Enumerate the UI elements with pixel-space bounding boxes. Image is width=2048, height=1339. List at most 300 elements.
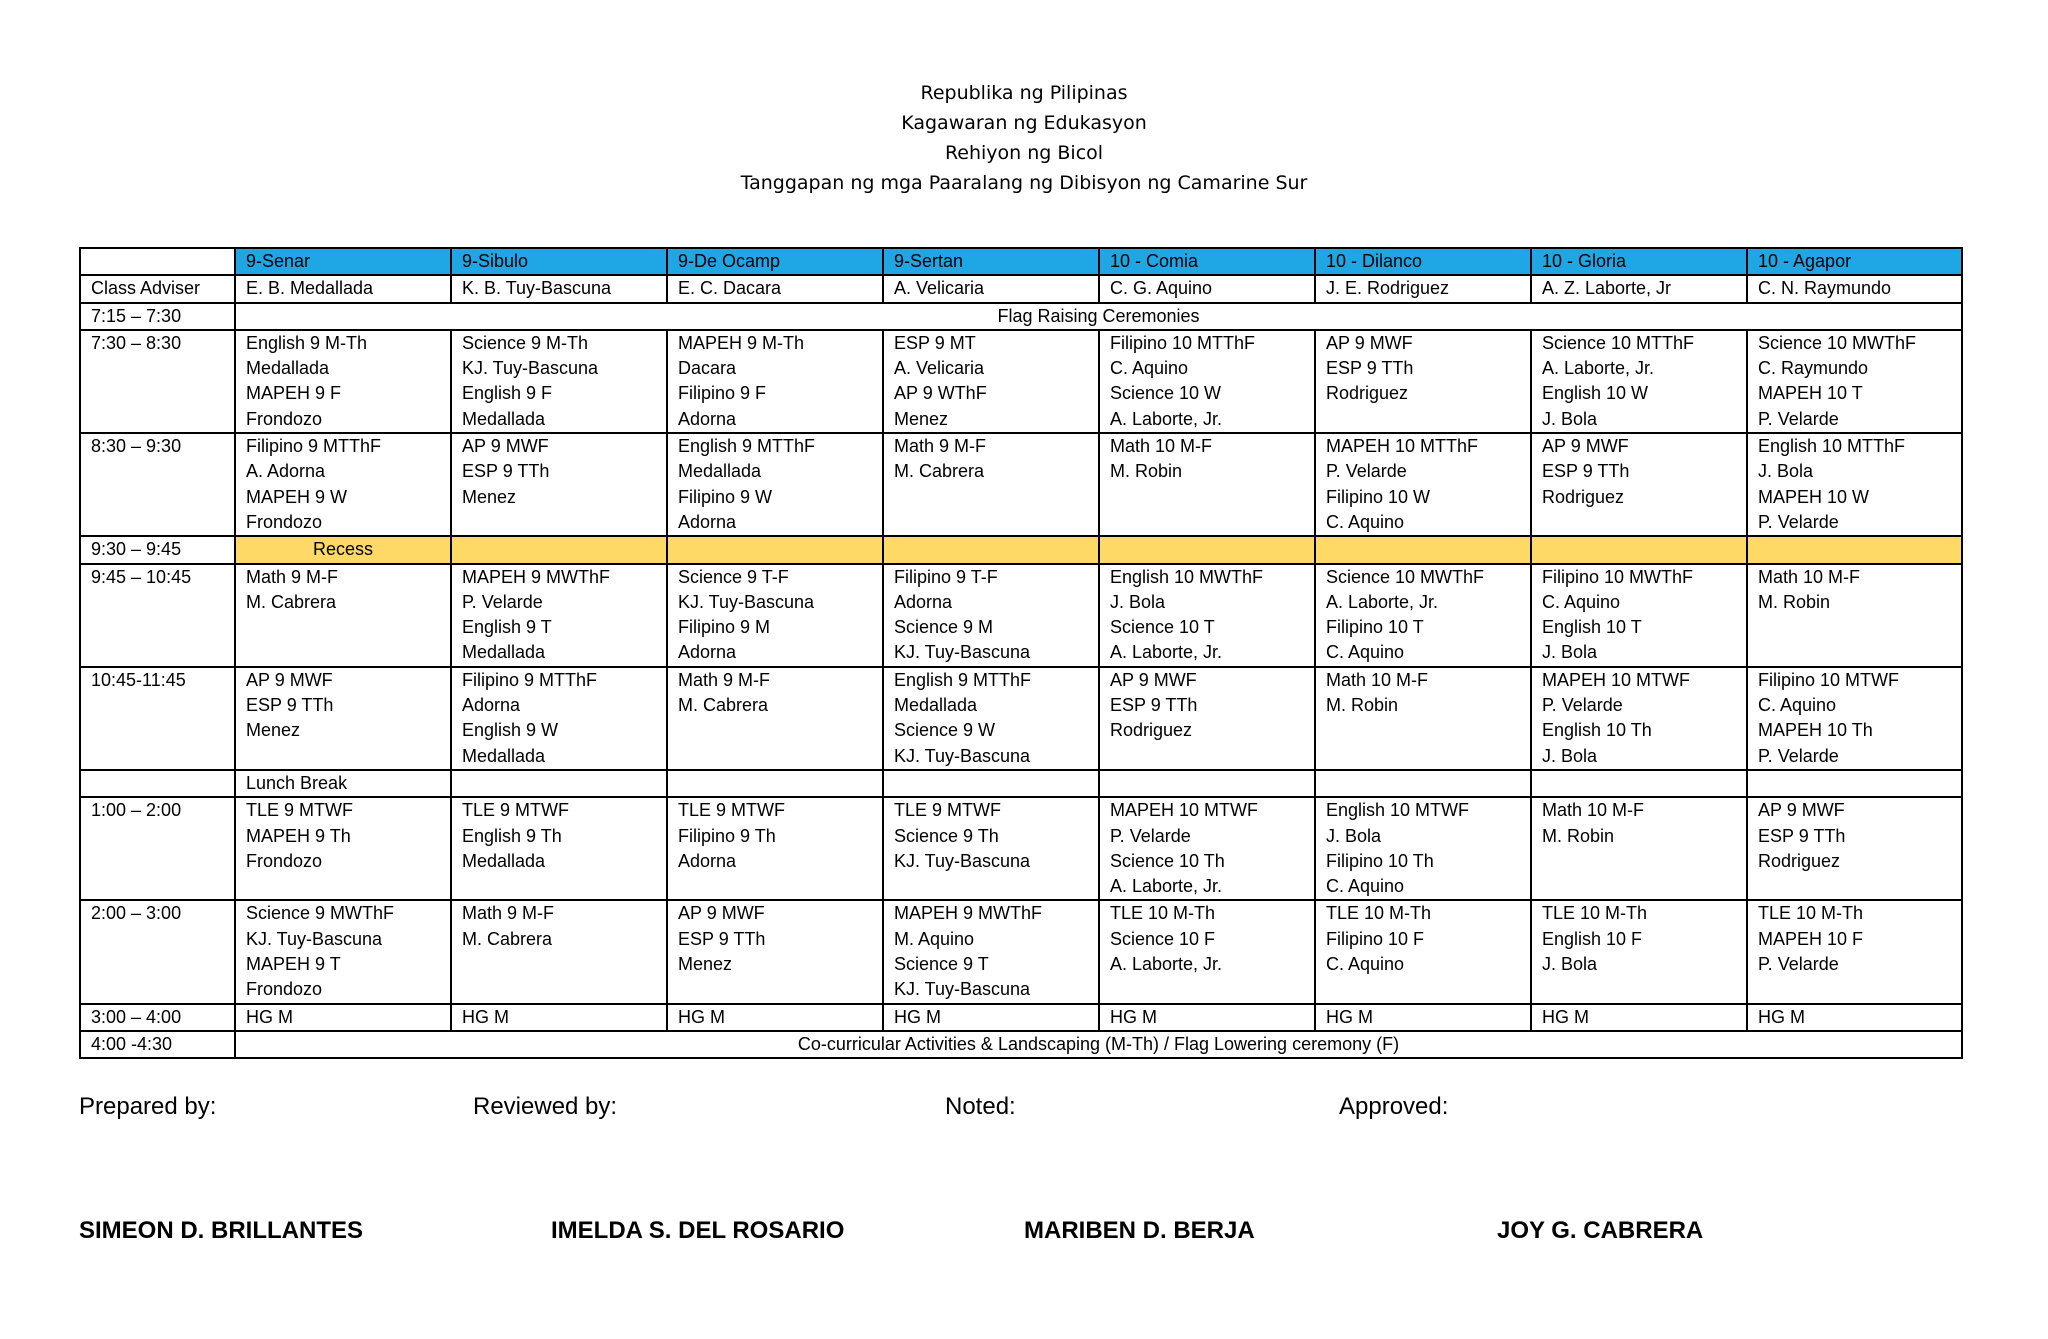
schedule-entry: M. Robin bbox=[1326, 695, 1399, 716]
section-header: 9-Senar bbox=[235, 248, 451, 275]
schedule-entry: KJ. Tuy-Bascuna bbox=[894, 979, 1031, 1000]
schedule-entry: C. Aquino bbox=[1326, 642, 1405, 663]
schedule-entry: C. Aquino bbox=[1326, 511, 1405, 532]
schedule-entry: English 9 M-Th bbox=[246, 332, 368, 353]
schedule-entry: C. Raymundo bbox=[1758, 358, 1869, 379]
schedule-entry: Menez bbox=[678, 954, 733, 975]
schedule-cell bbox=[883, 667, 1099, 770]
schedule-entry: Math 9 M-F bbox=[246, 566, 339, 587]
schedule-entry bbox=[678, 977, 882, 1002]
flag-raising-text: Flag Raising Ceremonies bbox=[235, 303, 1962, 330]
schedule-entry: English 9 MTThF bbox=[678, 436, 816, 457]
schedule-entry: MAPEH 9 MWThF bbox=[462, 566, 611, 587]
schedule-cell bbox=[667, 797, 883, 900]
schedule-entry: Math 9 M-F bbox=[678, 669, 771, 690]
schedule-entry: Frondozo bbox=[246, 511, 323, 532]
schedule-entry: KJ. Tuy-Bascuna bbox=[894, 642, 1031, 663]
schedule-entry: A. Laborte, Jr. bbox=[1326, 591, 1439, 612]
schedule-cell bbox=[667, 564, 883, 667]
adviser-name: A. Z. Laborte, Jr bbox=[1531, 275, 1747, 302]
document-header bbox=[0, 78, 2048, 198]
adviser-name: J. E. Rodriguez bbox=[1315, 275, 1531, 302]
schedule-entry: MAPEH 10 MTWF bbox=[1542, 669, 1691, 690]
schedule-entry: Math 10 M-F bbox=[1758, 566, 1861, 587]
schedule-cell bbox=[451, 433, 667, 536]
schedule-entry: English 10 F bbox=[1542, 928, 1643, 949]
schedule-entry: MAPEH 10 T bbox=[1758, 383, 1863, 404]
lunch-cell bbox=[1099, 770, 1315, 797]
schedule-entry: Medallada bbox=[678, 461, 762, 482]
schedule-entry: Dacara bbox=[678, 358, 737, 379]
schedule-entry: MAPEH 9 MWThF bbox=[894, 903, 1043, 924]
approved-name: JOY G. CABRERA bbox=[1497, 1217, 1704, 1244]
schedule-cell bbox=[235, 564, 451, 667]
homeroom-guidance-cell: HG M bbox=[235, 1004, 451, 1031]
schedule-entry: Filipino 10 Th bbox=[1326, 850, 1434, 871]
lunch-row bbox=[80, 770, 1962, 797]
schedule-entry: AP 9 MWF bbox=[1110, 669, 1197, 690]
schedule-entry bbox=[1110, 977, 1314, 1002]
schedule-entry: Science 10 MWThF bbox=[1758, 332, 1917, 353]
schedule-cell bbox=[667, 330, 883, 433]
schedule-entry: Filipino 10 MTThF bbox=[1110, 332, 1256, 353]
schedule-entry bbox=[1542, 510, 1746, 535]
lunch-cell bbox=[883, 770, 1099, 797]
class-adviser-row bbox=[80, 275, 1962, 302]
schedule-entry: Medallada bbox=[462, 642, 546, 663]
schedule-entry: MAPEH 10 MTWF bbox=[1110, 800, 1259, 821]
time-slot: 9:30 – 9:45 bbox=[80, 536, 235, 563]
homeroom-guidance-cell: HG M bbox=[1747, 1004, 1962, 1031]
schedule-entry bbox=[678, 718, 882, 743]
section-header: 9-De Ocamp bbox=[667, 248, 883, 275]
schedule-entry: M. Aquino bbox=[894, 928, 975, 949]
time-slot-row bbox=[80, 900, 1962, 1003]
schedule-cell bbox=[1099, 433, 1315, 536]
schedule-entry: Filipino 10 F bbox=[1326, 928, 1425, 949]
schedule-entry: KJ. Tuy-Bascuna bbox=[246, 928, 383, 949]
schedule-entry: AP 9 MWF bbox=[462, 436, 549, 457]
schedule-entry: A. Laborte, Jr. bbox=[1542, 358, 1655, 379]
schedule-entry: English 10 MWThF bbox=[1110, 566, 1264, 587]
schedule-entry: C. Aquino bbox=[1326, 954, 1405, 975]
schedule-cell bbox=[235, 797, 451, 900]
schedule-entry: P. Velarde bbox=[1758, 954, 1839, 975]
header-department: Kagawaran ng Edukasyon bbox=[901, 112, 1147, 134]
homeroom-guidance-cell: HG M bbox=[667, 1004, 883, 1031]
schedule-cell bbox=[1531, 564, 1747, 667]
schedule-cell bbox=[1747, 797, 1962, 900]
schedule-entry: AP 9 WThF bbox=[894, 383, 987, 404]
schedule-cell bbox=[451, 900, 667, 1003]
schedule-entry: Math 10 M-F bbox=[1326, 669, 1429, 690]
recess-cell bbox=[1747, 536, 1962, 563]
schedule-entry: Adorna bbox=[678, 511, 737, 532]
schedule-cell bbox=[1531, 433, 1747, 536]
lunch-cell bbox=[667, 770, 883, 797]
schedule-entry: Math 9 M-F bbox=[462, 903, 555, 924]
schedule-cell bbox=[235, 433, 451, 536]
homeroom-guidance-row bbox=[80, 1004, 1962, 1031]
schedule-entry: A. Laborte, Jr. bbox=[1110, 408, 1223, 429]
schedule-cell bbox=[1099, 564, 1315, 667]
schedule-entry: Filipino 10 MWThF bbox=[1542, 566, 1694, 587]
lunch-cell bbox=[1531, 770, 1747, 797]
schedule-entry: A. Velicaria bbox=[894, 358, 985, 379]
schedule-entry: MAPEH 10 F bbox=[1758, 928, 1864, 949]
schedule-entry: AP 9 MWF bbox=[246, 669, 333, 690]
schedule-cell bbox=[1315, 330, 1531, 433]
schedule-entry bbox=[1326, 744, 1530, 769]
schedule-cell bbox=[667, 667, 883, 770]
reviewed-by-name: IMELDA S. DEL ROSARIO bbox=[551, 1217, 845, 1244]
schedule-entry: Adorna bbox=[678, 850, 737, 871]
schedule-cell bbox=[1315, 433, 1531, 536]
time-slot-row bbox=[80, 667, 1962, 770]
schedule-entry: TLE 10 M-Th bbox=[1542, 903, 1648, 924]
schedule-entry: M. Robin bbox=[1542, 825, 1615, 846]
schedule-entry bbox=[894, 485, 1098, 510]
schedule-cell bbox=[1747, 330, 1962, 433]
schedule-entry: Math 10 M-F bbox=[1542, 800, 1645, 821]
schedule-entry: M. Cabrera bbox=[894, 461, 985, 482]
adviser-name: K. B. Tuy-Bascuna bbox=[451, 275, 667, 302]
schedule-entry: ESP 9 TTh bbox=[678, 928, 766, 949]
homeroom-guidance-cell: HG M bbox=[1315, 1004, 1531, 1031]
schedule-entry: M. Robin bbox=[1110, 461, 1183, 482]
section-header: 9-Sibulo bbox=[451, 248, 667, 275]
time-slot: 2:00 – 3:00 bbox=[80, 900, 235, 1003]
lunch-cell bbox=[451, 770, 667, 797]
schedule-entry bbox=[1758, 874, 1961, 899]
schedule-entry: Filipino 10 MTWF bbox=[1758, 669, 1900, 690]
schedule-entry: Filipino 9 M bbox=[678, 617, 771, 638]
time-slot-row bbox=[80, 433, 1962, 536]
schedule-entry: TLE 10 M-Th bbox=[1110, 903, 1216, 924]
schedule-entry bbox=[1326, 977, 1530, 1002]
schedule-entry: Science 10 F bbox=[1110, 928, 1216, 949]
header-country: Republika ng Pilipinas bbox=[920, 82, 1128, 104]
schedule-entry: Medallada bbox=[246, 358, 330, 379]
time-slot: 3:00 – 4:00 bbox=[80, 1004, 235, 1031]
cocurricular-text: Co-curricular Activities & Landscaping (M-Th) / Flag Lowering ceremony (F) bbox=[235, 1031, 1962, 1058]
schedule-entry: AP 9 MWF bbox=[1542, 436, 1629, 457]
schedule-entry: Menez bbox=[246, 720, 301, 741]
adviser-name: A. Velicaria bbox=[883, 275, 1099, 302]
schedule-entry bbox=[1542, 977, 1746, 1002]
schedule-cell bbox=[1315, 667, 1531, 770]
time-slot: 8:30 – 9:30 bbox=[80, 433, 235, 536]
schedule-cell bbox=[1315, 797, 1531, 900]
schedule-entry: ESP 9 TTh bbox=[1758, 825, 1846, 846]
schedule-entry bbox=[1110, 510, 1314, 535]
schedule-entry: Adorna bbox=[678, 408, 737, 429]
schedule-cell bbox=[1747, 564, 1962, 667]
schedule-entry: J. Bola bbox=[1758, 461, 1814, 482]
schedule-entry: MAPEH 9 Th bbox=[246, 825, 351, 846]
schedule-entry: C. Aquino bbox=[1110, 358, 1189, 379]
schedule-cell bbox=[1531, 330, 1747, 433]
schedule-entry: ESP 9 TTh bbox=[1542, 461, 1630, 482]
schedule-entry: A. Laborte, Jr. bbox=[1110, 642, 1223, 663]
schedule-entry: English 9 F bbox=[462, 383, 553, 404]
reviewed-by-label: Reviewed by: bbox=[473, 1093, 618, 1120]
schedule-cell bbox=[667, 900, 883, 1003]
time-slot: 10:45-11:45 bbox=[80, 667, 235, 770]
time-slot: 9:45 – 10:45 bbox=[80, 564, 235, 667]
schedule-entry: Filipino 10 T bbox=[1326, 617, 1424, 638]
schedule-cell bbox=[1099, 900, 1315, 1003]
schedule-entry: P. Velarde bbox=[1758, 511, 1839, 532]
schedule-entry: Menez bbox=[894, 408, 949, 429]
schedule-entry: Math 10 M-F bbox=[1110, 436, 1213, 457]
schedule-entry: Rodriguez bbox=[1542, 486, 1625, 507]
time-slot: 4:00 -4:30 bbox=[80, 1031, 235, 1058]
schedule-entry: Science 9 T bbox=[894, 954, 989, 975]
schedule-entry: MAPEH 10 W bbox=[1758, 486, 1870, 507]
schedule-entry: English 9 T bbox=[462, 617, 552, 638]
time-slot-row bbox=[80, 330, 1962, 433]
schedule-entry: C. Aquino bbox=[1326, 876, 1405, 897]
schedule-entry: Rodriguez bbox=[1110, 720, 1193, 741]
schedule-entry: Filipino 9 MTThF bbox=[462, 669, 598, 690]
lunch-cell bbox=[1315, 770, 1531, 797]
section-header: 10 - Comia bbox=[1099, 248, 1315, 275]
schedule-entry bbox=[1758, 977, 1961, 1002]
schedule-entry: Adorna bbox=[462, 695, 521, 716]
schedule-entry: MAPEH 9 M-Th bbox=[678, 332, 805, 353]
schedule-cell bbox=[1747, 900, 1962, 1003]
schedule-entry: Medallada bbox=[462, 745, 546, 766]
schedule-cell bbox=[1531, 667, 1747, 770]
schedule-entry bbox=[1758, 640, 1961, 665]
schedule-entry bbox=[462, 510, 666, 535]
schedule-entry: ESP 9 TTh bbox=[246, 695, 334, 716]
schedule-entry: Filipino 10 W bbox=[1326, 486, 1431, 507]
recess-cell bbox=[883, 536, 1099, 563]
schedule-cell bbox=[451, 564, 667, 667]
schedule-entry: P. Velarde bbox=[1326, 461, 1407, 482]
schedule-entry: J. Bola bbox=[1542, 954, 1598, 975]
schedule-cell bbox=[883, 797, 1099, 900]
section-header: 10 - Dilanco bbox=[1315, 248, 1531, 275]
approved-label: Approved: bbox=[1339, 1093, 1449, 1120]
schedule-entry bbox=[1110, 485, 1314, 510]
schedule-entry: MAPEH 9 T bbox=[246, 954, 341, 975]
schedule-cell bbox=[235, 900, 451, 1003]
schedule-entry: J. Bola bbox=[1542, 745, 1598, 766]
schedule-entry: ESP 9 TTh bbox=[1110, 695, 1198, 716]
schedule-entry: J. Bola bbox=[1542, 408, 1598, 429]
schedule-entry: KJ. Tuy-Bascuna bbox=[462, 358, 599, 379]
schedule-entry bbox=[462, 874, 666, 899]
schedule-cell bbox=[1531, 900, 1747, 1003]
schedule-entry: P. Velarde bbox=[462, 591, 543, 612]
schedule-entry: M. Cabrera bbox=[678, 695, 769, 716]
schedule-cell bbox=[235, 330, 451, 433]
corner-cell bbox=[80, 248, 235, 275]
schedule-entry: A. Laborte, Jr. bbox=[1110, 954, 1223, 975]
noted-name: MARIBEN D. BERJA bbox=[1024, 1217, 1255, 1244]
schedule-entry: English 10 MTWF bbox=[1326, 800, 1470, 821]
schedule-entry: Menez bbox=[462, 486, 517, 507]
schedule-entry bbox=[246, 874, 450, 899]
schedule-entry: English 9 Th bbox=[462, 825, 562, 846]
schedule-entry: Science 9 M bbox=[894, 617, 994, 638]
schedule-entry bbox=[1110, 744, 1314, 769]
time-slot: 7:15 – 7:30 bbox=[80, 303, 235, 330]
class-schedule-table bbox=[79, 247, 1963, 1059]
schedule-entry: ESP 9 TTh bbox=[1326, 358, 1414, 379]
schedule-entry: MAPEH 9 F bbox=[246, 383, 342, 404]
recess-cell bbox=[1099, 536, 1315, 563]
schedule-entry: Filipino 9 MTThF bbox=[246, 436, 382, 457]
schedule-cell bbox=[1747, 433, 1962, 536]
schedule-entry: J. Bola bbox=[1542, 642, 1598, 663]
adviser-name: C. G. Aquino bbox=[1099, 275, 1315, 302]
time-slot bbox=[80, 770, 235, 797]
schedule-entry: Adorna bbox=[678, 642, 737, 663]
schedule-cell bbox=[1531, 797, 1747, 900]
schedule-entry: C. Aquino bbox=[1542, 591, 1621, 612]
schedule-entry: J. Bola bbox=[1326, 825, 1382, 846]
schedule-entry: English 9 MTThF bbox=[894, 669, 1032, 690]
schedule-entry bbox=[1542, 874, 1746, 899]
section-header: 10 - Gloria bbox=[1531, 248, 1747, 275]
schedule-cell bbox=[883, 564, 1099, 667]
schedule-entry: Filipino 9 W bbox=[678, 486, 773, 507]
schedule-cell bbox=[1747, 667, 1962, 770]
schedule-entry: Frondozo bbox=[246, 408, 323, 429]
schedule-entry: P. Velarde bbox=[1758, 745, 1839, 766]
schedule-cell bbox=[1099, 330, 1315, 433]
schedule-entry: Science 9 W bbox=[894, 720, 996, 741]
schedule-entry bbox=[246, 640, 450, 665]
lunch-label: Lunch Break bbox=[235, 770, 451, 797]
schedule-entry: Science 10 MTThF bbox=[1542, 332, 1695, 353]
adviser-name: E. C. Dacara bbox=[667, 275, 883, 302]
schedule-entry: Science 9 Th bbox=[894, 825, 999, 846]
schedule-entry: Science 10 MWThF bbox=[1326, 566, 1485, 587]
time-slot-row bbox=[80, 564, 1962, 667]
schedule-entry: Filipino 9 Th bbox=[678, 825, 776, 846]
schedule-entry: Medallada bbox=[894, 695, 978, 716]
flag-raising-row bbox=[80, 303, 1962, 330]
schedule-entry bbox=[246, 744, 450, 769]
schedule-entry: KJ. Tuy-Bascuna bbox=[678, 591, 815, 612]
schedule-cell bbox=[451, 797, 667, 900]
adviser-name: C. N. Raymundo bbox=[1747, 275, 1962, 302]
schedule-entry: A. Laborte, Jr. bbox=[1110, 876, 1223, 897]
schedule-cell bbox=[1315, 564, 1531, 667]
schedule-entry: Filipino 9 T-F bbox=[894, 566, 998, 587]
schedule-cell bbox=[667, 433, 883, 536]
section-header: 9-Sertan bbox=[883, 248, 1099, 275]
schedule-entry: AP 9 MWF bbox=[1758, 800, 1845, 821]
schedule-entry: M. Cabrera bbox=[246, 591, 337, 612]
schedule-entry bbox=[246, 615, 450, 640]
recess-cell bbox=[1531, 536, 1747, 563]
schedule-entry: MAPEH 10 Th bbox=[1758, 720, 1873, 741]
schedule-entry: English 10 W bbox=[1542, 383, 1649, 404]
recess-cell bbox=[667, 536, 883, 563]
schedule-entry: P. Velarde bbox=[1542, 695, 1623, 716]
header-region: Rehiyon ng Bicol bbox=[944, 142, 1104, 164]
schedule-entry bbox=[1326, 718, 1530, 743]
homeroom-guidance-cell: HG M bbox=[1531, 1004, 1747, 1031]
schedule-entry: J. Bola bbox=[1110, 591, 1166, 612]
schedule-entry: ESP 9 MT bbox=[894, 332, 976, 353]
schedule-entry bbox=[1542, 849, 1746, 874]
schedule-entry bbox=[462, 977, 666, 1002]
recess-cell bbox=[451, 536, 667, 563]
schedule-entry: TLE 10 M-Th bbox=[1758, 903, 1864, 924]
schedule-entry: TLE 10 M-Th bbox=[1326, 903, 1432, 924]
schedule-entry bbox=[678, 744, 882, 769]
prepared-by-name: SIMEON D. BRILLANTES bbox=[79, 1217, 364, 1244]
schedule-entry: TLE 9 MTWF bbox=[678, 800, 785, 821]
header-division-office: Tanggapan ng mga Paaralang ng Dibisyon ng Camarine Sur bbox=[740, 172, 1308, 194]
schedule-entry: TLE 9 MTWF bbox=[894, 800, 1001, 821]
homeroom-guidance-cell: HG M bbox=[1099, 1004, 1315, 1031]
recess-label: Recess bbox=[235, 536, 451, 563]
schedule-entry: Frondozo bbox=[246, 850, 323, 871]
schedule-entry bbox=[1758, 615, 1961, 640]
schedule-cell bbox=[451, 330, 667, 433]
schedule-entry: English 10 T bbox=[1542, 617, 1642, 638]
schedule-entry: AP 9 MWF bbox=[1326, 332, 1413, 353]
schedule-entry: TLE 9 MTWF bbox=[462, 800, 569, 821]
schedule-entry: C. Aquino bbox=[1758, 695, 1837, 716]
schedule-entry bbox=[678, 874, 882, 899]
schedule-cell bbox=[235, 667, 451, 770]
schedule-entry: Filipino 9 F bbox=[678, 383, 767, 404]
schedule-cell bbox=[883, 900, 1099, 1003]
schedule-cell bbox=[883, 433, 1099, 536]
schedule-entry: AP 9 MWF bbox=[678, 903, 765, 924]
recess-row bbox=[80, 536, 1962, 563]
schedule-entry: MAPEH 10 MTThF bbox=[1326, 436, 1479, 457]
homeroom-guidance-cell: HG M bbox=[883, 1004, 1099, 1031]
row-label: Class Adviser bbox=[80, 275, 235, 302]
schedule-entry: P. Velarde bbox=[1758, 408, 1839, 429]
schedule-entry: TLE 9 MTWF bbox=[246, 800, 353, 821]
schedule-entry: Science 9 MWThF bbox=[246, 903, 395, 924]
schedule-entry: English 10 MTThF bbox=[1758, 436, 1906, 457]
section-header: 10 - Agapor bbox=[1747, 248, 1962, 275]
cocurricular-row bbox=[80, 1031, 1962, 1058]
lunch-cell bbox=[1747, 770, 1962, 797]
section-header-row bbox=[80, 248, 1962, 275]
time-slot: 1:00 – 2:00 bbox=[80, 797, 235, 900]
schedule-entry: English 9 W bbox=[462, 720, 559, 741]
schedule-entry: Rodriguez bbox=[1758, 850, 1841, 871]
schedule-entry: Medallada bbox=[462, 850, 546, 871]
schedule-entry: MAPEH 9 W bbox=[246, 486, 348, 507]
schedule-entry: KJ. Tuy-Bascuna bbox=[894, 745, 1031, 766]
schedule-entry: M. Cabrera bbox=[462, 928, 553, 949]
schedule-entry: M. Robin bbox=[1758, 591, 1831, 612]
schedule-entry: English 10 Th bbox=[1542, 720, 1652, 741]
schedule-cell bbox=[1099, 667, 1315, 770]
schedule-cell bbox=[1315, 900, 1531, 1003]
schedule-entry: Math 9 M-F bbox=[894, 436, 987, 457]
schedule-entry: A. Adorna bbox=[246, 461, 326, 482]
schedule-entry: KJ. Tuy-Bascuna bbox=[894, 850, 1031, 871]
schedule-cell bbox=[451, 667, 667, 770]
homeroom-guidance-cell: HG M bbox=[451, 1004, 667, 1031]
noted-label: Noted: bbox=[945, 1093, 1016, 1120]
